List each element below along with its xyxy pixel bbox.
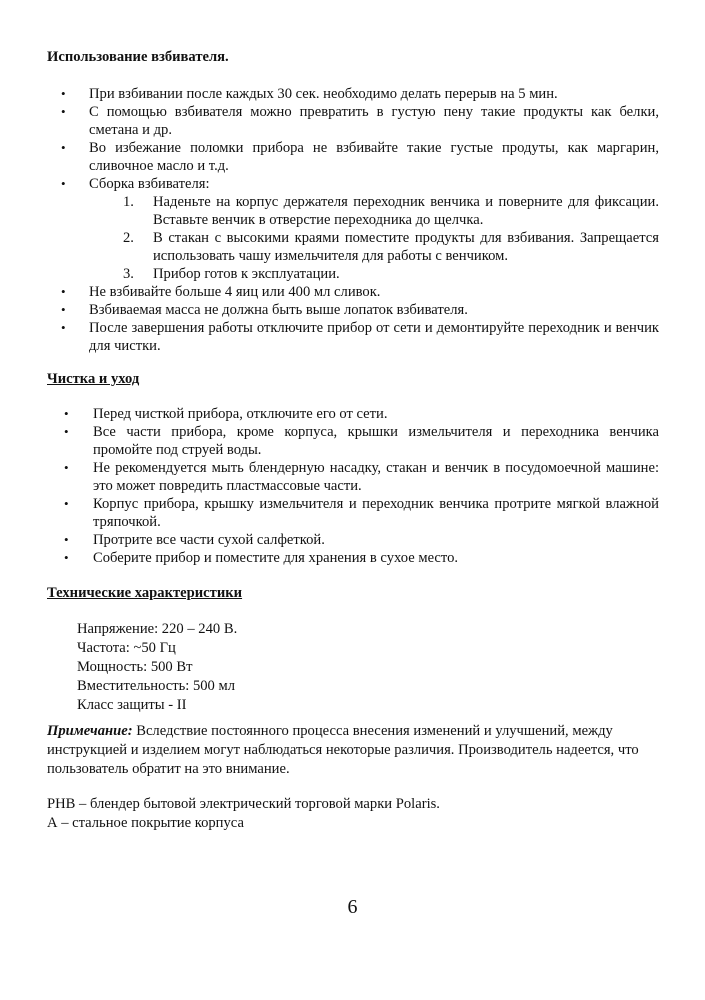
list-item: • При взбивании после каждых 30 сек. необходимо делать перерыв на 5 мин.	[61, 86, 558, 102]
list-item: • Протрите все части сухой салфеткой.	[64, 532, 325, 548]
list-item: • Перед чисткой прибора, отключите его от сети.	[64, 406, 388, 422]
bullet-icon: •	[64, 532, 69, 547]
bullet-icon: •	[64, 550, 69, 565]
bullet-icon: •	[61, 140, 66, 155]
legend-line: А – стальное покрытие корпуса	[47, 815, 244, 831]
bullet-icon: •	[64, 424, 69, 439]
list-item: • Корпус прибора, крышку измельчителя и переходник венчика протрите мягкой влажной тряпочкой.	[64, 496, 659, 530]
spec-power: Мощность: 500 Вт	[77, 659, 193, 675]
section-title-cleaning: Чистка и уход	[47, 371, 140, 387]
assembly-step: 3. Прибор готов к эксплуатации.	[123, 266, 340, 282]
assembly-steps-list	[89, 193, 659, 283]
note-paragraph	[47, 722, 667, 779]
note-label: Примечание:	[47, 723, 133, 739]
whisk-usage-list	[47, 85, 659, 355]
specs-list	[77, 620, 237, 715]
assembly-step: 2. В стакан с высокими краями поместите продукты для взбивания. Запрещается использовать чашу измельчителя для работы с венчиком.	[123, 230, 659, 264]
list-item: • Все части прибора, кроме корпуса, крышки измельчителя и переходника венчика промойте под струей воды.	[64, 424, 659, 458]
spec-voltage: Напряжение: 220 – 240 В.	[77, 621, 238, 637]
bullet-icon: •	[61, 86, 66, 101]
bullet-icon: •	[61, 320, 66, 335]
bullet-icon: •	[64, 460, 69, 475]
list-item: • Во избежание поломки прибора не взбивайте такие густые продуты, как маргарин, сливочное масло и т.д.	[61, 140, 659, 174]
section-title-specs: Технические характеристики	[47, 585, 243, 601]
spec-protection-class: Класс защиты - II	[77, 697, 187, 713]
bullet-icon: •	[64, 406, 69, 421]
page-number: 6	[347, 896, 358, 918]
cleaning-list	[47, 405, 659, 567]
list-item: • С помощью взбивателя можно превратить в густую пену такие продукты как белки, сметана и др.	[61, 104, 659, 138]
spec-capacity: Вместительность: 500 мл	[77, 678, 236, 694]
bullet-icon: •	[64, 496, 69, 511]
list-item: • Сборка взбивателя: 1. Наденьте на корпус держателя переходник венчика и поверните для фиксации. Вставьте венчик в отверстие переходника до щелчка. 2. В стакан с высокими краями поместите продукты для взбивания. Запрещается использовать чашу измельчителя для работы с венчиком. 3. Прибор готов к эксплуатации.	[61, 176, 659, 282]
spec-frequency: Частота: ~50 Гц	[77, 640, 176, 656]
list-item: • Взбиваемая масса не должна быть выше лопаток взбивателя.	[61, 302, 468, 318]
legend-line: PHB – блендер бытовой электрический торговой марки Polaris.	[47, 796, 440, 812]
bullet-icon: •	[61, 104, 66, 119]
bullet-icon: •	[61, 302, 66, 317]
list-item: • Не взбивайте больше 4 яиц или 400 мл сливок.	[61, 284, 381, 300]
bullet-icon: •	[61, 284, 66, 299]
section-title-whisk-usage: Использование взбивателя.	[47, 49, 229, 65]
bullet-icon: •	[61, 176, 66, 191]
assembly-step: 1. Наденьте на корпус держателя переходник венчика и поверните для фиксации. Вставьте венчик в отверстие переходника до щелчка.	[123, 194, 659, 228]
list-item: • Соберите прибор и поместите для хранения в сухое место.	[64, 550, 459, 566]
note-text: Вследствие постоянного процесса внесения изменений и улучшений, между инструкцией и изделием могут наблюдаться некоторые различия. Производитель надеется, что пользователь обратит на это внимание.	[47, 723, 639, 777]
list-item: • Не рекомендуется мыть блендерную насадку, стакан и венчик в посудомоечной машине: это может повредить пластмассовые части.	[64, 460, 659, 494]
model-legend	[47, 795, 440, 833]
list-item: • После завершения работы отключите прибор от сети и демонтируйте переходник и венчик для чистки.	[61, 320, 659, 354]
